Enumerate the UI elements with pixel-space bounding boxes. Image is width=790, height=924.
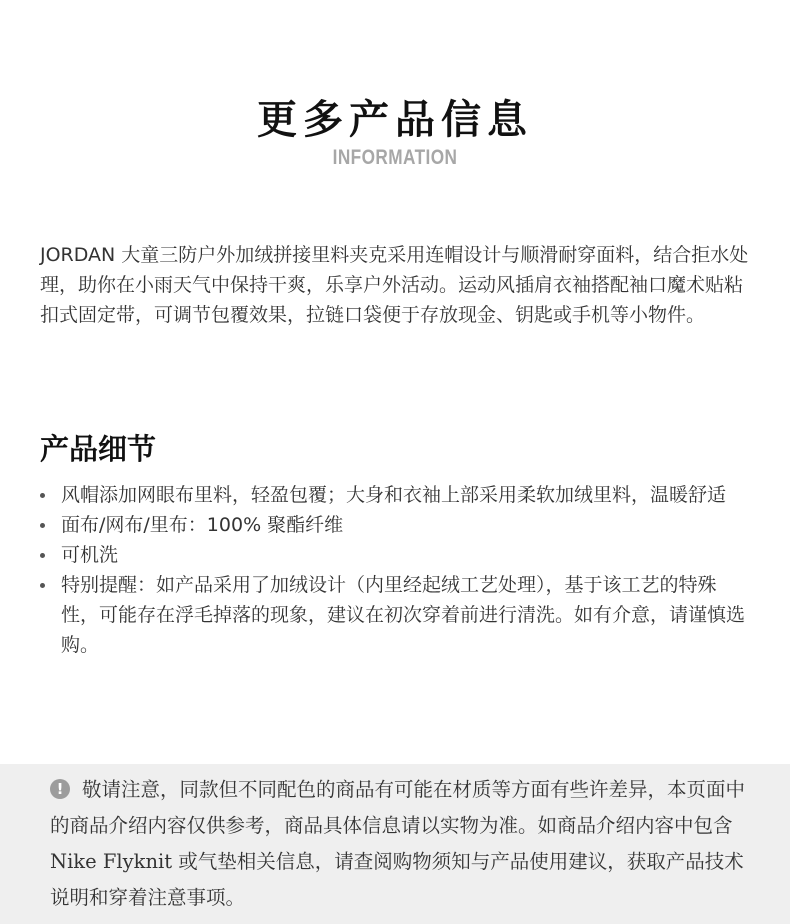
bullet-icon [40,493,45,498]
list-item-text: 面布/网布/里布：100% 聚酯纤维 [61,514,344,536]
notice-text: 敬请注意，同款但不同配色的商品有可能在材质等方面有些许差异，本页面中的商品介绍内容仅供参考，商品具体信息请以实物为准。如商品介绍内容中包含 Nike Flyknit 或气垫相关信息，请查阅购物须知与产品使用建议，获取产品技术说明和穿着注意事项。 [50,778,746,909]
list-item [40,540,752,570]
page-title: 更多产品信息 [257,97,533,143]
list-item-text: 可机洗 [61,544,119,566]
heading-block [0,96,790,170]
product-description: JORDAN 大童三防户外加绒拼接里料夹克采用连帽设计与顺滑耐穿面料，结合拒水处理，助你在小雨天气中保持干爽，乐享户外活动。运动风插肩衣袖搭配袖口魔术贴粘扣式固定带，可调节包覆效果，拉链口袋便于存放现金、钥匙或手机等小物件。 [40,244,749,326]
bullet-icon [40,523,45,528]
details-section-title: 产品细节 [40,432,157,466]
list-item-text: 风帽添加网眼布里料，轻盈包覆；大身和衣袖上部采用柔软加绒里料，温暖舒适 [61,484,727,506]
page-subtitle: INFORMATION [332,146,458,169]
list-item [40,510,752,540]
bullet-icon [40,583,45,588]
exclamation-circle-icon: ! [50,779,70,799]
list-item [40,480,752,510]
bullet-icon [40,553,45,558]
list-item-text: 特别提醒：如产品采用了加绒设计（内里经起绒工艺处理），基于该工艺的特殊性，可能存在浮毛掉落的现象，建议在初次穿着前进行清洗。如有介意，请谨慎选购。 [61,574,746,656]
list-item [40,570,752,660]
details-list [40,480,752,660]
